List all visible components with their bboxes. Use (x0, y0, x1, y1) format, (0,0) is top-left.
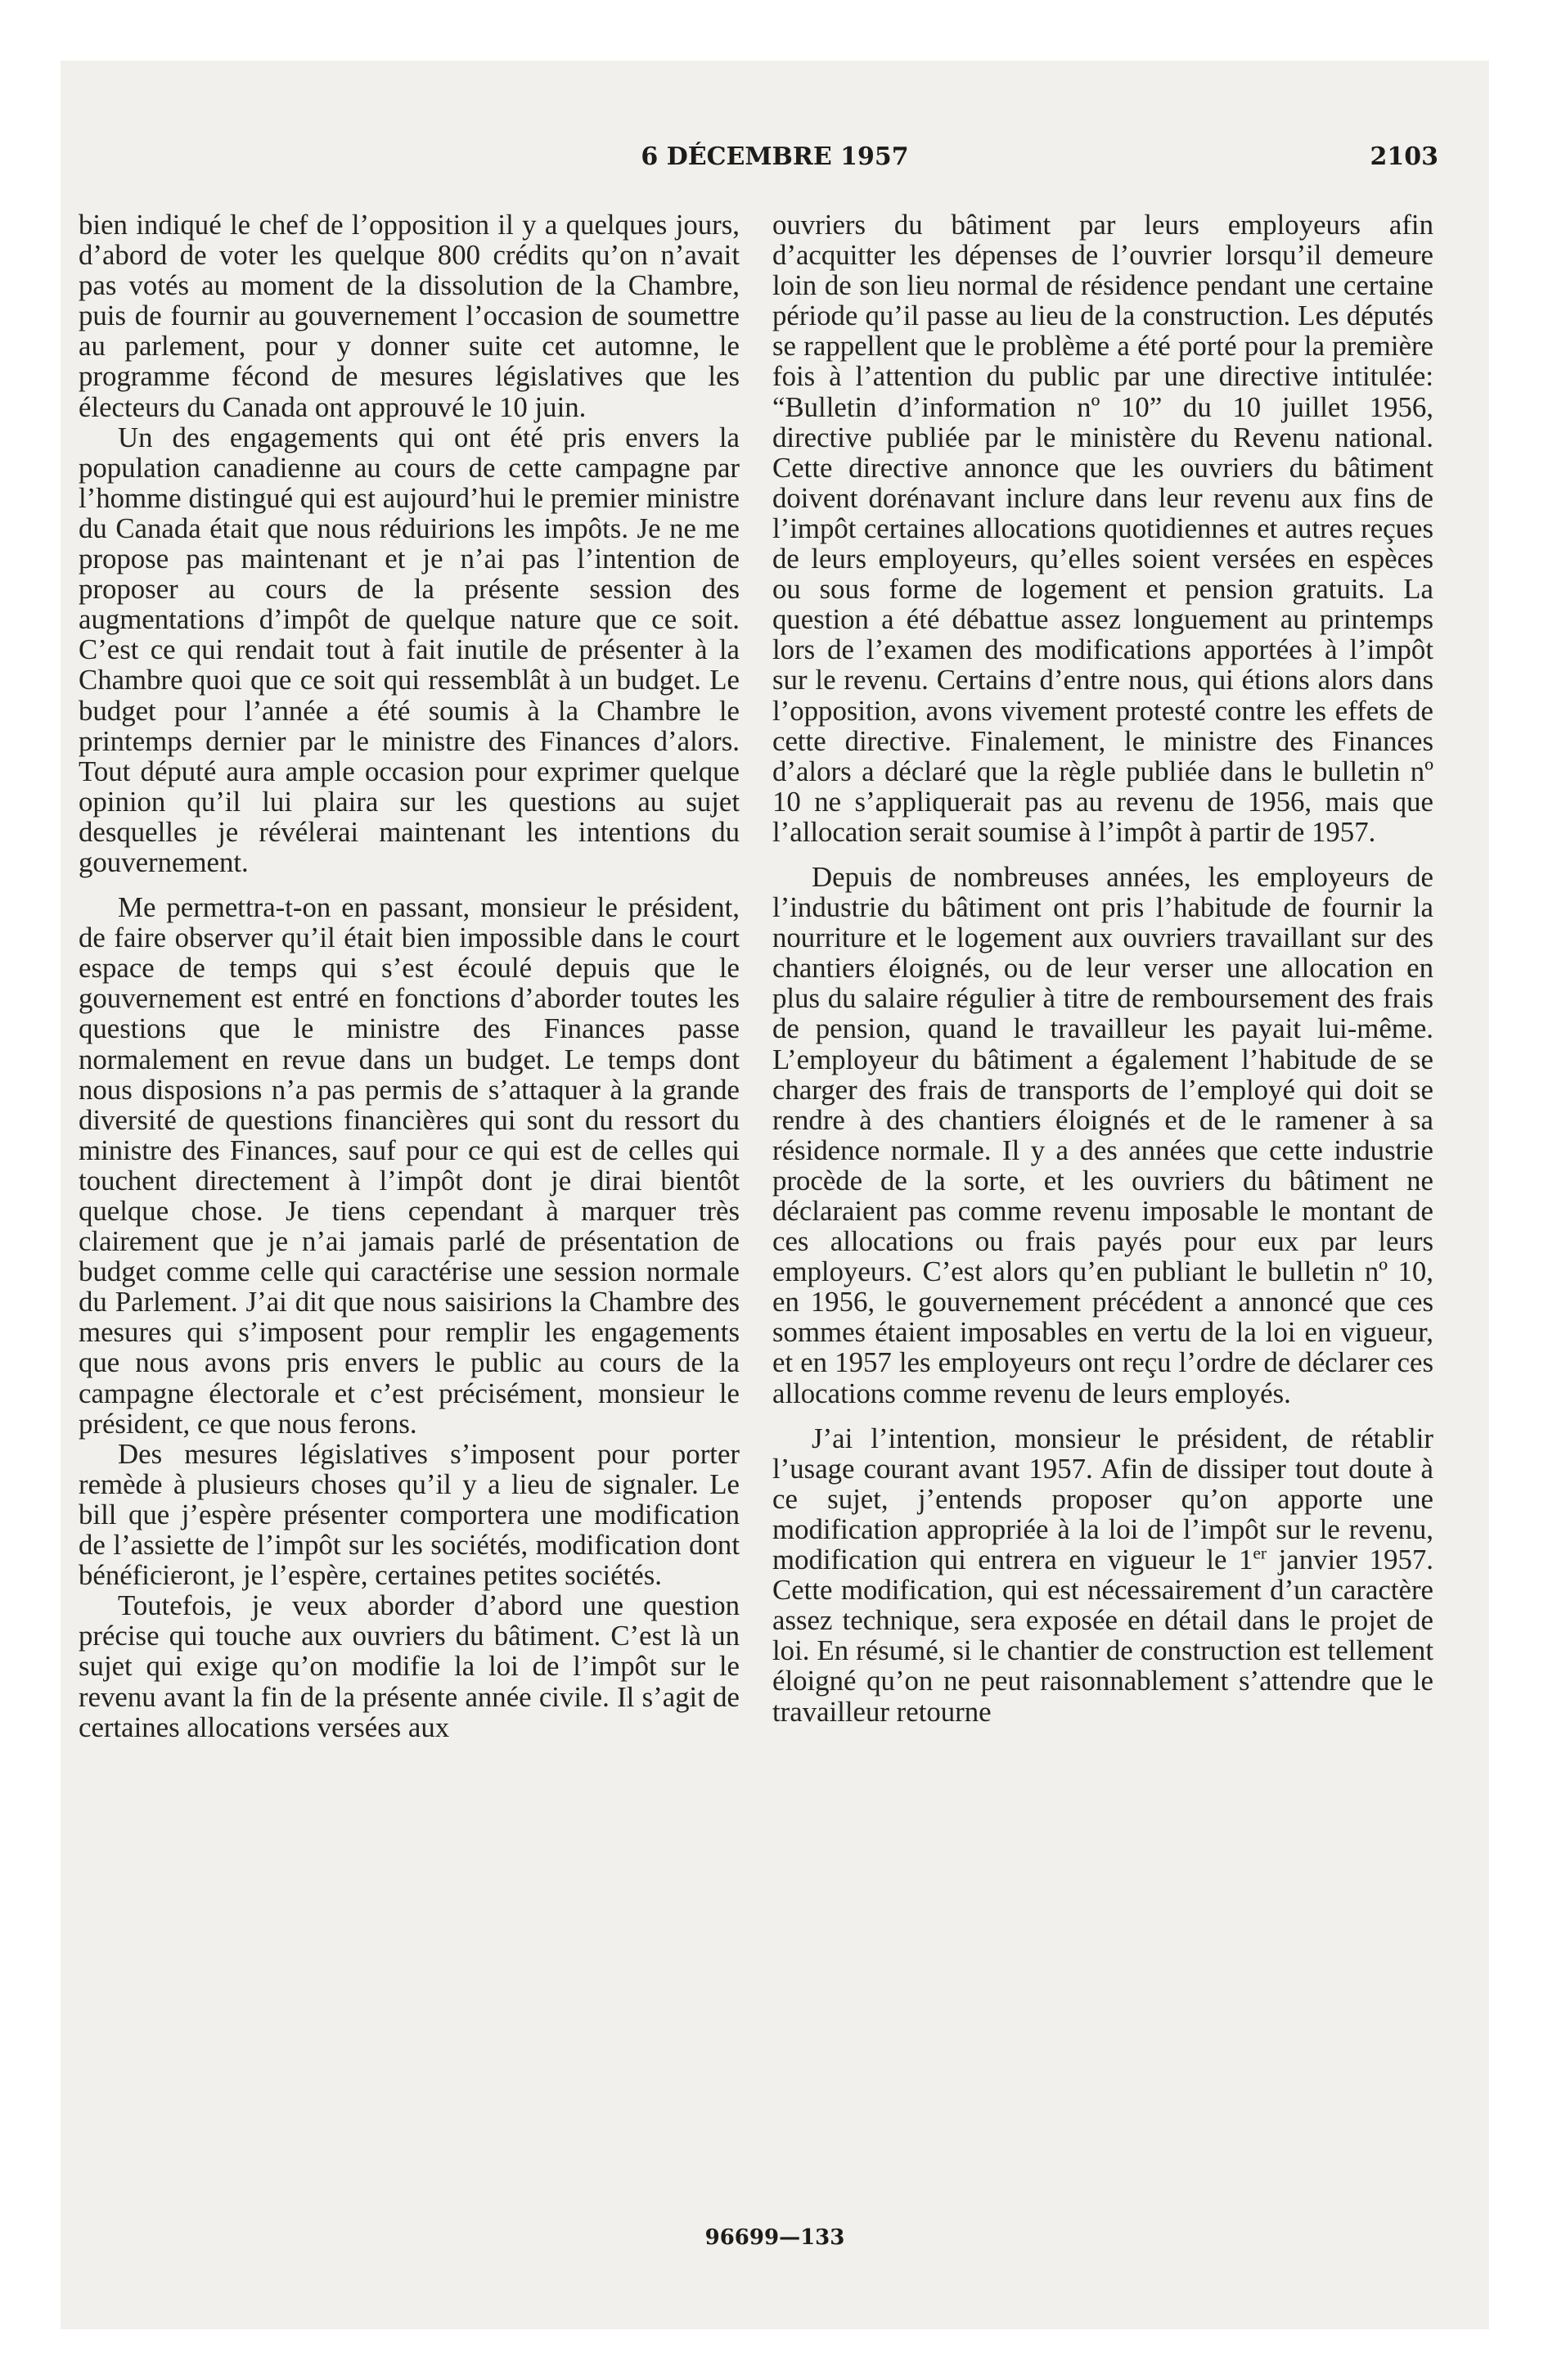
paragraph: bien indiqué le chef de l’opposition il y a quelques jours, d’abord de voter les quelque 800 crédits qu’on n’avait pas votés au moment de la dissolution de la Chambre, puis de fournir au gouvernement l’occasion de soumettre au parlement, pour y donner suite cet automne, le programme fécond de mesures législatives que les électeurs du Canada ont approuvé le 10 juin. (79, 209, 740, 423)
page-date: 6 DÉCEMBRE 1957 (641, 142, 909, 171)
paragraph: Des mesures législatives s’imposent pour porter remède à plusieurs choses qu’il y a lieu de signaler. Le bill que j’espère présenter comportera une modification de l’assiette de l’impôt sur les sociétés, modification dont bénéficieront, je l’espère, certaines petites sociétés. (79, 1437, 740, 1592)
paragraph: Un des engagements qui ont été pris envers la population canadienne au cours de cette campagne par l’homme distingué qui est aujourd’hui le premier ministre du Canada était que nous réduirions les impôts. Je ne me propose pas maintenant et je n’ai pas l’intention de proposer au cours de la présente session des augmentations d’impôt de quelque nature que ce soit. C’est ce qui rendait tout à fait inutile de présenter à la Chambre quoi que ce soit qui ressemblât à un budget. Le budget pour l’année a été soumis à la Chambre le printemps dernier par le ministre des Finances d’alors. Tout député aura ample occasion pour exprimer quelque opinion qu’il lui plaira sur les questions au sujet desquelles je révélerai maintenant les intentions du gouvernement. (79, 421, 740, 878)
page (61, 61, 1489, 2329)
right-column (772, 210, 1433, 1727)
paragraph: ouvriers du bâtiment par leurs employeurs afin d’acquitter les dépenses de l’ouvrier lorsqu’il demeure loin de son lieu normal de résidence pendant une certaine période qu’il passe au lieu de la construction. Les députés se rappellent que le problème a été porté pour la première fois à l’attention du public par une directive intitulée: “Bulletin d’information nº 10” du 10 juillet 1956, directive publiée par le ministère du Revenu national. Cette directive annonce que les ouvriers du bâtiment doivent dorénavant inclure dans leur revenu aux fins de l’impôt certaines allocations quotidiennes et autres reçues de leurs employeurs, qu’elles soient versées en espèces ou sous forme de logement et pension gratuits. La question a été débattue assez longuement au printemps lors de l’examen des modifications apportées à l’impôt sur le revenu. Certains d’entre nous, qui étions alors dans l’opposition, avons vivement protesté contre les effets de cette directive. Finalement, le ministre des Finances d’alors a déclaré que la règle publiée dans le bulletin nº 10 ne s’appliquerait pas au revenu de 1956, mais que l’allocation serait soumise à l’impôt à partir de 1957. (772, 209, 1433, 848)
page-number: 2103 (1370, 142, 1438, 171)
paragraph: Toutefois, je veux aborder d’abord une question précise qui touche aux ouvriers du bâtiment. C’est là un sujet qui exige qu’on modifie la loi de l’impôt sur le revenu avant la fin de la présente année civile. Il s’agit de certaines allocations versées aux (79, 1589, 740, 1743)
left-column (79, 210, 740, 1742)
paragraph: J’ai l’intention, monsieur le président, de rétablir l’usage courant avant 1957. Afin de dissiper tout doute à ce sujet, j’entends proposer qu’on apporte une modification appropriée à la loi de l’impôt sur le revenu, modification qui entrera en vigueur le 1er janvier 1957. Cette modification, qui est nécessairement d’un caractère assez technique, sera exposée en détail dans le projet de loi. En résumé, si le chantier de construction est tellement éloigné qu’on ne peut raisonnablement s’attendre que le travailleur retourne (772, 1422, 1433, 1728)
paragraph: Me permettra-t-on en passant, monsieur le président, de faire observer qu’il était bien impossible dans le court espace de temps qui s’est écoulé depuis que le gouvernement est entré en fonctions d’aborder toutes les questions que le ministre des Finances passe normalement en revue dans un budget. Le temps dont nous disposions n’a pas permis de s’attaquer à la grande diversité de questions financières qui sont du ressort du ministre des Finances, sauf pour ce qui est de celles qui touchent directement à l’impôt dont je dirai bientôt quelque chose. Je tiens cependant à marquer très clairement que je n’ai jamais parlé de présentation de budget comme celle qui caractérise une session normale du Parlement. J’ai dit que nous saisirions la Chambre des mesures qui s’imposent pour remplir les engagements que nous avons pris envers le public au cours de la campagne électorale et c’est précisément, monsieur le président, ce que nous ferons. (79, 891, 740, 1440)
printer-signature: 96699—133 (704, 2225, 845, 2250)
page-header (61, 142, 1489, 183)
paragraph: Depuis de nombreuses années, les employeurs de l’industrie du bâtiment ont pris l’habitude de fournir la nourriture et le logement aux ouvriers travaillant sur des chantiers éloignés, ou de leur verser une allocation en plus du salaire régulier à titre de remboursement des frais de pension, quand le travailleur les payait lui-même. L’employeur du bâtiment a également l’habitude de se charger des frais de transports de l’employé qui doit se rendre à des chantiers éloignés et de le ramener à sa résidence normale. Il y a des années que cette industrie procède de la sorte, et les ouvriers du bâtiment ne déclaraient pas comme revenu imposable le montant de ces allocations ou frais payés pour eux par leurs employeurs. C’est alors qu’en publiant le bulletin nº 10, en 1956, le gouvernement précédent a annoncé que ces sommes étaient imposables en vertu de la loi en vigueur, et en 1957 les employeurs ont reçu l’ordre de déclarer ces allocations comme revenu de leurs employés. (772, 860, 1433, 1409)
